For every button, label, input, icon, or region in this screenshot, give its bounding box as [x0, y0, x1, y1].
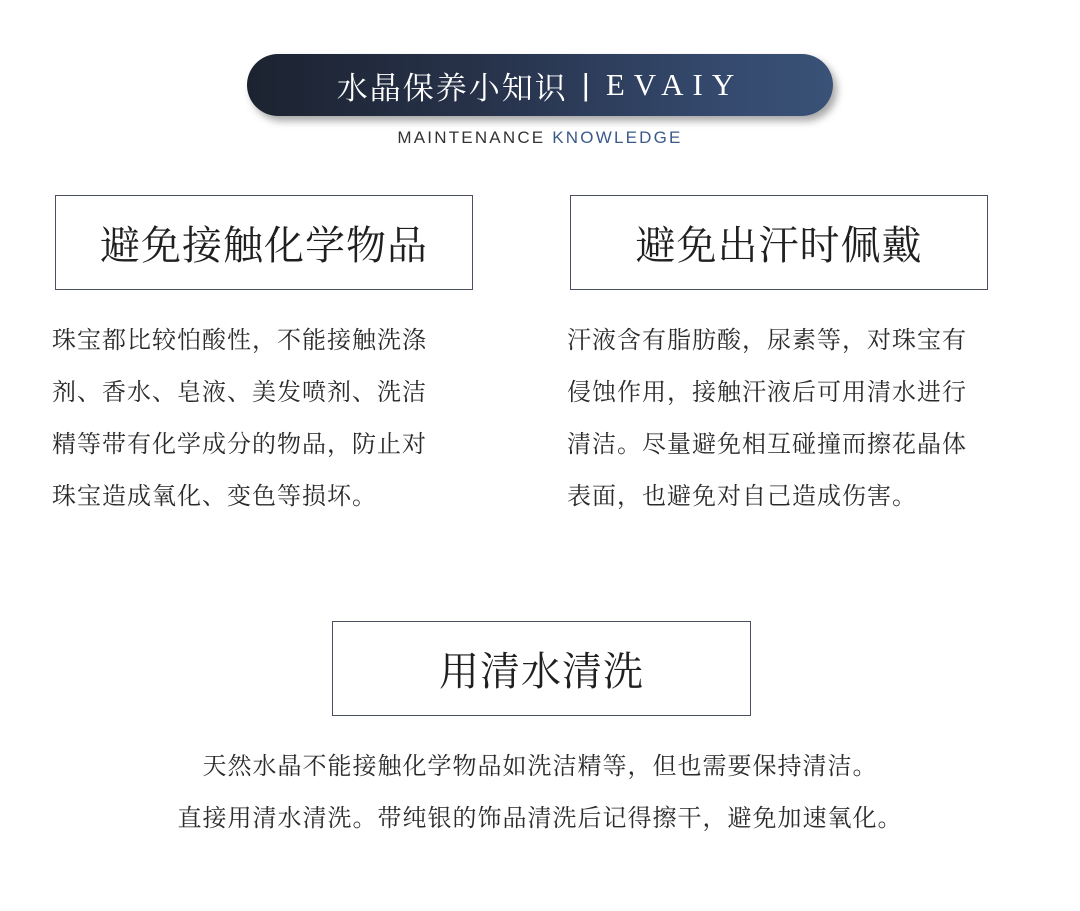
section-1-heading: 避免接触化学物品 [55, 195, 473, 290]
subtitle-part2: KNOWLEDGE [552, 128, 683, 147]
section-2-heading: 避免出汗时佩戴 [570, 195, 988, 290]
section-2-line: 汗液含有脂肪酸，尿素等，对珠宝有 [567, 326, 967, 354]
section-2-line: 表面，也避免对自己造成伤害。 [567, 482, 917, 510]
section-3-heading: 用清水清洗 [332, 621, 751, 716]
subtitle [0, 128, 1080, 148]
section-3-line: 天然水晶不能接触化学物品如洗洁精等，但也需要保持清洁。 [202, 752, 878, 780]
banner-title: 水晶保养小知识 [336, 70, 568, 107]
section-1-line: 珠宝都比较怕酸性，不能接触洗涤 [52, 326, 427, 354]
section-1-line: 珠宝造成氧化、变色等损坏。 [52, 482, 377, 510]
section-1-body [52, 314, 522, 522]
title-banner [247, 54, 833, 116]
section-2-line: 清洁。尽量避免相互碰撞而擦花晶体 [567, 430, 967, 458]
section-2-body [567, 314, 1037, 522]
banner-separator: | [581, 67, 592, 102]
section-3-line: 直接用清水清洗。带纯银的饰品清洗后记得擦干，避免加速氧化。 [177, 804, 903, 832]
subtitle-part1: MAINTENANCE [397, 128, 553, 147]
section-2-line: 侵蚀作用，接触汗液后可用清水进行 [567, 378, 967, 406]
section-1-line: 精等带有化学成分的物品，防止对 [52, 430, 427, 458]
section-3-body [0, 740, 1080, 844]
brand-name: EVAIY [605, 67, 744, 102]
section-1-line: 剂、香水、皂液、美发喷剂、洗洁 [52, 378, 427, 406]
